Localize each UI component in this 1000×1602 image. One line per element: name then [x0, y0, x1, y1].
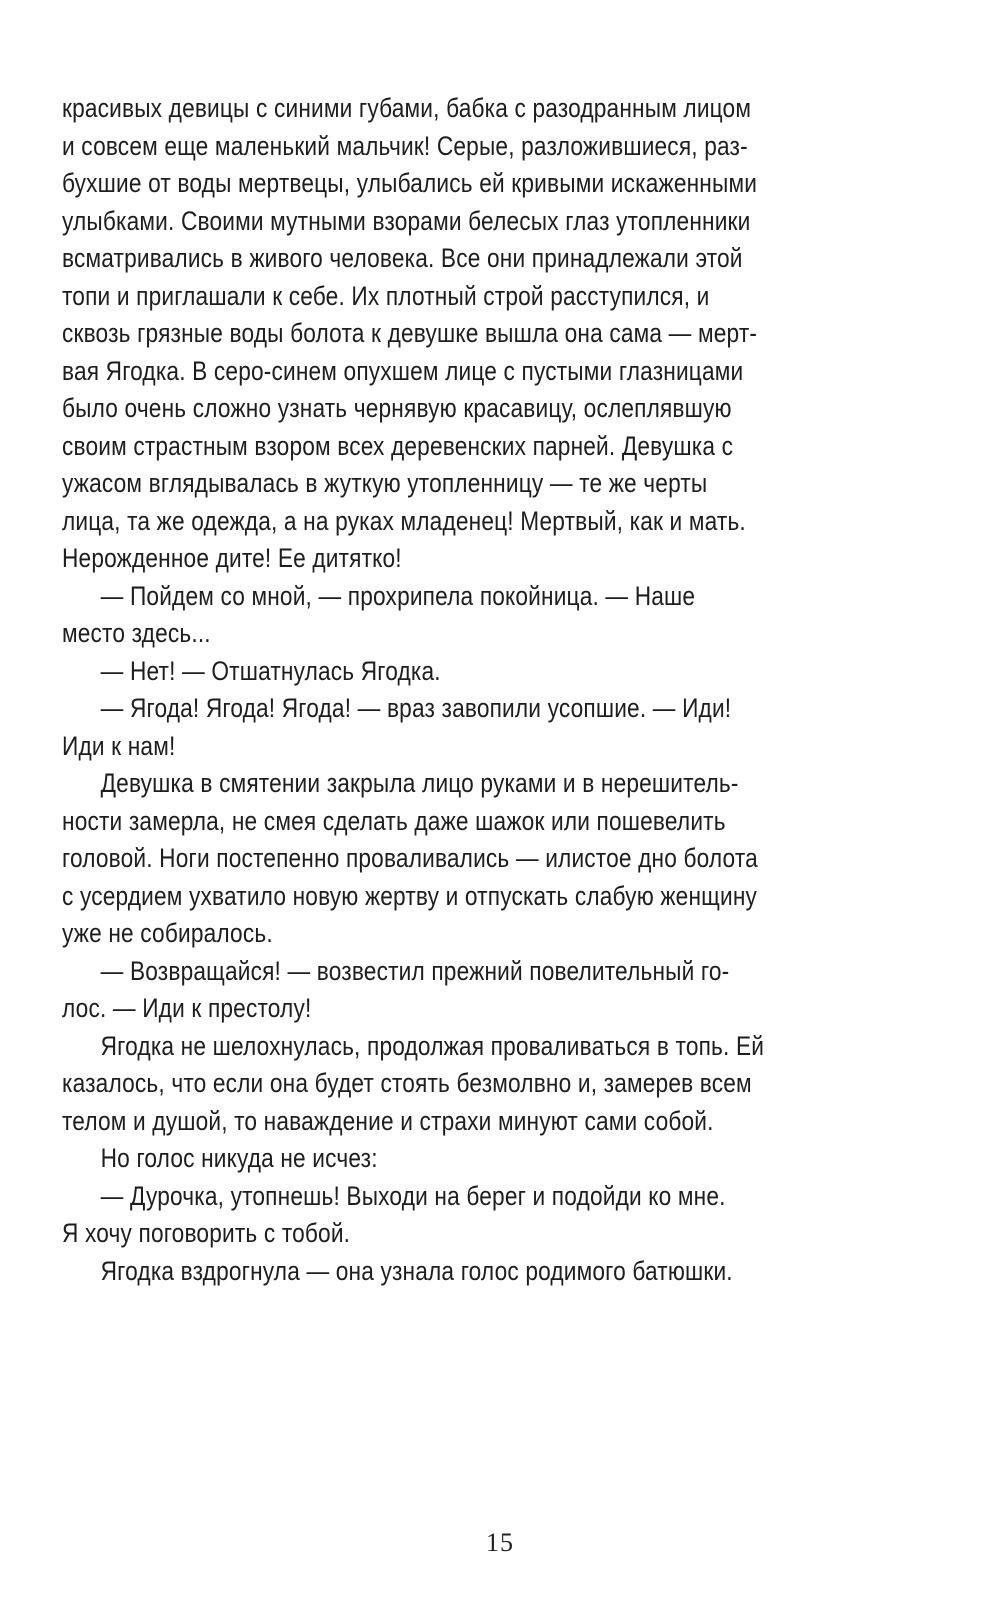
text-line: Я хочу поговорить с тобой.: [62, 1218, 351, 1248]
text-line: красивых девицы с синими губами, бабка с разодранным лицом: [62, 93, 752, 123]
text-line: своим страстным взором всех деревенских парней. Девушка с: [62, 430, 734, 461]
text-line: Но голос никуда не исчез:: [100, 1143, 378, 1173]
text-line: казалось, что если она будет стоять безмолвно и, замерев всем: [62, 1068, 752, 1098]
text-line: Девушка в смятении закрыла лицо руками и в нерешитель-: [100, 768, 739, 798]
text-line: место здесь...: [62, 618, 211, 648]
text-line: сквозь грязные воды болота к девушке вышла она сама — мерт-: [62, 318, 758, 348]
page-number: 15: [486, 1528, 514, 1557]
text-line: — Нет! — Отшатнулась Ягодка.: [100, 655, 441, 686]
text-line: лос. — Иди к престолу!: [62, 993, 312, 1023]
text-line: топи и приглашали к себе. Их плотный строй расступился, и: [62, 280, 710, 311]
text-line: — Ягода! Ягода! Ягода! — враз завопили усопшие. — Иди!: [100, 693, 732, 723]
text-line: Ягодка не шелохнулась, продолжая проваливаться в топь. Ей: [100, 1030, 765, 1061]
text-line: Нерожденное дите! Ее дитятко!: [62, 543, 402, 573]
text-line: ужасом вглядывалась в жуткую утопленницу — те же черты: [62, 468, 708, 498]
text-line: с усердием ухватило новую жертву и отпускать слабую женщину: [62, 880, 758, 911]
text-line: было очень сложно узнать чернявую красавицу, ослеплявшую: [62, 393, 732, 423]
text-line: головой. Ноги постепенно проваливались — илистое дно болота: [62, 843, 758, 873]
text-line: — Пойдем со мной, — прохрипела покойница. — Наше: [100, 580, 696, 611]
text-line: ности замерла, не смея сделать даже шажок или пошевелить: [62, 805, 726, 836]
text-line: бухшие от воды мертвецы, улыбались ей кривыми искаженными: [62, 168, 758, 198]
text-line: вая Ягодка. В серо-синем опухшем лице с пустыми глазницами: [62, 355, 744, 386]
text-line: всматривались в живого человека. Все они принадлежали этой: [62, 243, 743, 273]
text-line: телом и душой, то наваждение и страхи минуют сами собой.: [62, 1105, 714, 1136]
text-line: лица, та же одежда, а на руках младенец! Мертвый, как и мать.: [62, 505, 746, 536]
text-line: — Возвращайся! — возвестил прежний повелительный го-: [100, 955, 730, 986]
text-line: Ягодка вздрогнула — она узнала голос родимого батюшки.: [100, 1255, 733, 1286]
text-line: Иди к нам!: [62, 730, 176, 761]
text-line: улыбками. Своими мутными взорами белесых глаз утопленники: [62, 205, 751, 236]
text-line: уже не собиралось.: [62, 918, 273, 948]
text-line: — Дурочка, утопнешь! Выходи на берег и подойди ко мне.: [100, 1180, 726, 1211]
text-line: и совсем еще маленький мальчик! Серые, разложившиеся, раз-: [62, 130, 748, 161]
page-body-text: [62, 90, 872, 1290]
